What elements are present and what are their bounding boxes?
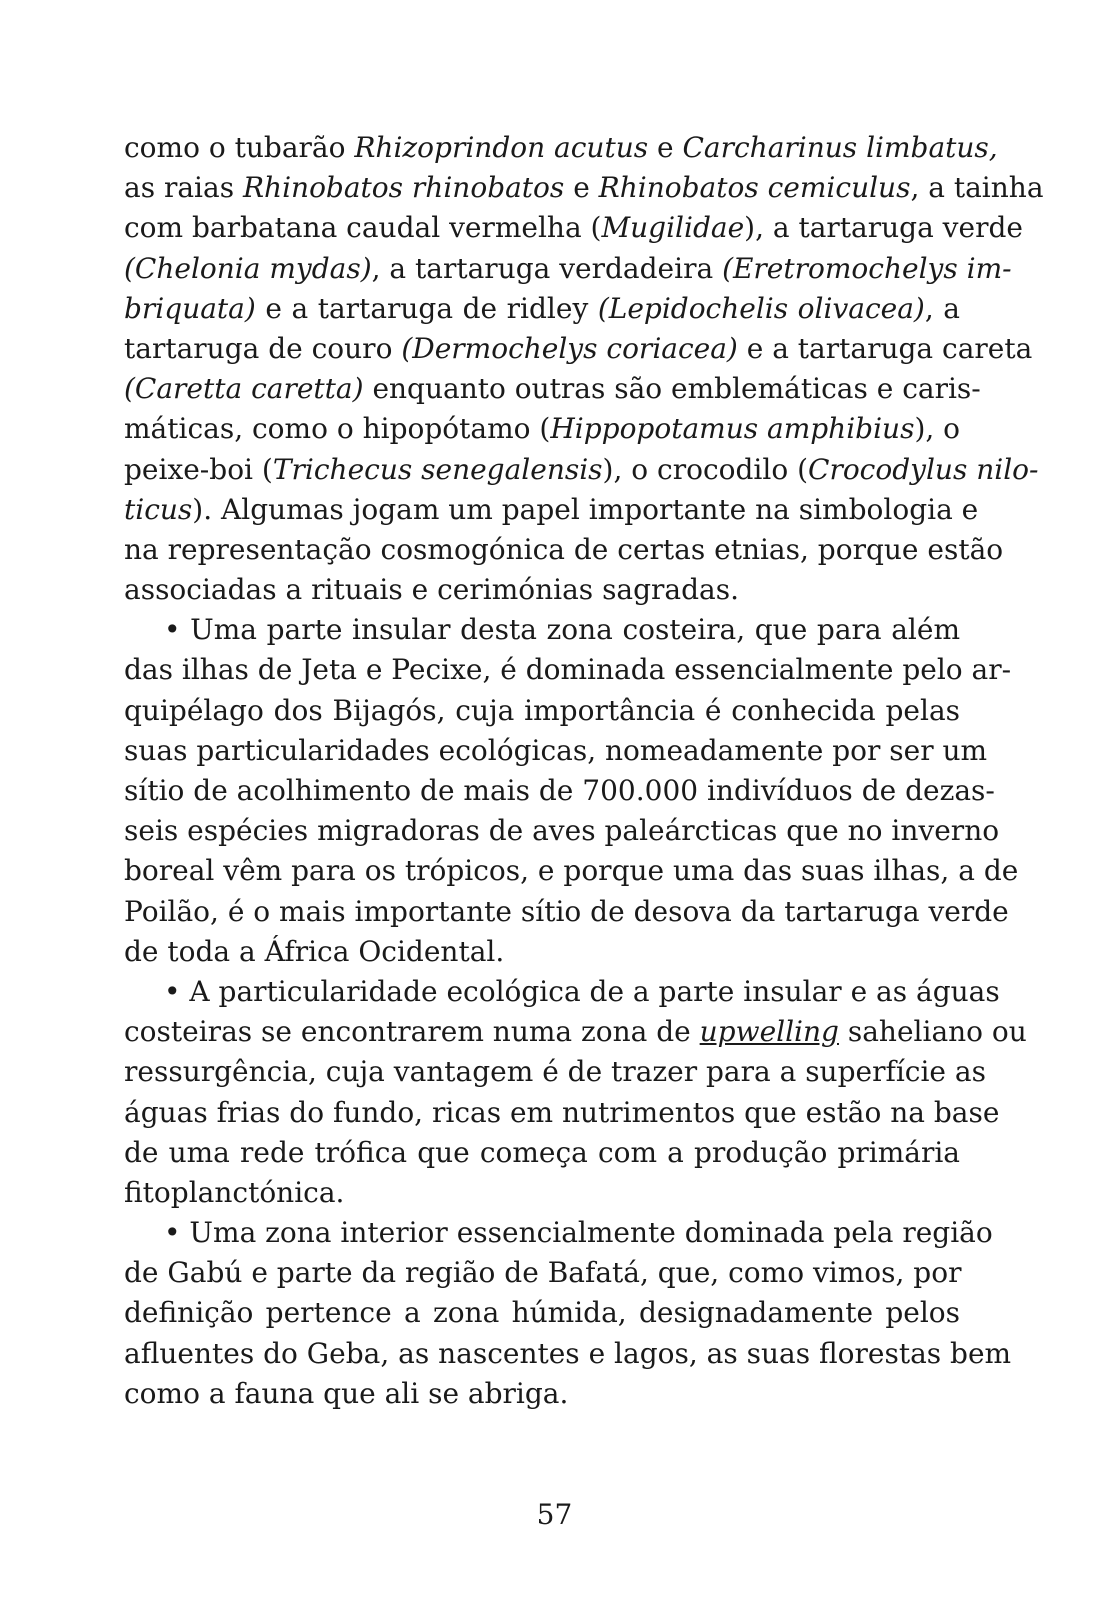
italic-text-run: (Chelonia mydas) xyxy=(124,251,372,285)
italic-text-run: Rhizoprindon acutus xyxy=(354,131,649,164)
text-line xyxy=(124,1334,1012,1374)
text-line xyxy=(124,1253,960,1293)
text-run: tartaruga de couro xyxy=(124,331,402,365)
text-line xyxy=(124,1133,960,1173)
text-line xyxy=(124,771,995,811)
text-line xyxy=(124,1173,960,1213)
text-run: suas particularidades ecológicas, nomeadamente por ser um xyxy=(124,733,988,767)
text-run: Poilão, é o mais importante sítio de desova da tartaruga verde xyxy=(124,894,1009,928)
text-line xyxy=(124,731,988,771)
text-run: ), o crocodilo ( xyxy=(602,452,809,486)
text-run: seis espécies migradoras de aves paleárcticas que no inverno xyxy=(124,814,1000,848)
italic-text-run: Rhinobatos cemiculus xyxy=(598,171,911,205)
text-line xyxy=(124,932,960,972)
italic-text-run: (Dermochelys coriacea) xyxy=(401,331,738,365)
text-line xyxy=(124,1052,986,1092)
text-line xyxy=(124,892,1009,932)
text-run: e xyxy=(648,131,683,164)
text-run: • Uma parte insular desta zona costeira, que para além xyxy=(164,613,960,647)
italic-text-run: (Lepidochelis olivacea) xyxy=(597,291,925,325)
text-line xyxy=(124,851,1019,891)
text-run: ressurgência, cuja vantagem é de trazer para a superfície as xyxy=(124,1055,986,1089)
text-line xyxy=(124,1213,993,1253)
text-run: saheliano ou xyxy=(838,1015,1027,1049)
text-run: fitoplanctónica. xyxy=(124,1175,345,1209)
text-run: , a tartaruga verdadeira xyxy=(371,251,723,285)
text-run: das ilhas de Jeta e Pecixe, é dominada essencialmente pelo ar- xyxy=(124,653,1012,687)
text-run: ), o xyxy=(914,412,961,446)
text-run: águas frias do fundo, ricas em nutrimentos que estão na base xyxy=(124,1095,1000,1129)
text-run: sítio de acolhimento de mais de 700.000 indivíduos de dezas- xyxy=(124,774,995,807)
text-run: e a tartaruga de ridley xyxy=(255,291,598,325)
text-run: como o tubarão xyxy=(124,131,355,164)
text-run: quipélago dos Bijagós, cuja importância é conhecida pelas xyxy=(124,693,960,727)
italic-text-run: (Caretta caretta) xyxy=(124,372,364,406)
text-line xyxy=(124,249,1012,289)
text-line xyxy=(124,691,960,731)
text-line xyxy=(124,490,979,530)
text-line xyxy=(124,208,1023,248)
text-run: máticas, como o hipopótamo ( xyxy=(124,412,551,446)
text-run: como a fauna que ali se abriga. xyxy=(124,1376,569,1410)
text-line xyxy=(124,1012,1027,1052)
text-run: • Uma zona interior essencialmente dominada pela região xyxy=(164,1216,993,1250)
text-run: enquanto outras são emblemáticas e caris- xyxy=(363,372,981,406)
page-body-text xyxy=(124,128,1044,1414)
text-run: de Gabú e parte da região de Bafatá, que, como vimos, por xyxy=(124,1256,962,1290)
text-run: as raias xyxy=(124,171,243,205)
text-line xyxy=(124,128,998,168)
text-line xyxy=(124,329,1033,369)
italic-text-run: Trichecus senegalensis xyxy=(272,452,603,486)
text-run: e a tartaruga careta xyxy=(737,331,1033,365)
text-line xyxy=(124,1293,960,1333)
text-line xyxy=(124,811,1000,851)
text-run: peixe-boi ( xyxy=(124,452,273,486)
italic-text-run: Mugilidae xyxy=(601,211,745,245)
text-line xyxy=(124,450,1039,490)
text-line xyxy=(124,1093,1000,1133)
text-run: , a tainha xyxy=(910,171,1044,205)
italic-text-run: Rhinobatos rhinobatos xyxy=(242,171,565,205)
italic-text-run: briquata) xyxy=(124,291,256,325)
text-run: • A particularidade ecológica de a parte insular e as águas xyxy=(164,974,1000,1008)
italic-text-run: upwelling xyxy=(699,1015,839,1049)
text-line xyxy=(124,972,1000,1012)
text-run: boreal vêm para os trópicos, e porque uma das suas ilhas, a de xyxy=(124,854,1019,888)
text-run: com barbatana caudal vermelha ( xyxy=(124,211,602,245)
text-line xyxy=(124,650,1012,690)
text-run: e xyxy=(564,171,599,205)
text-run: de uma rede trófica que começa com a produção primária xyxy=(124,1135,960,1169)
text-line xyxy=(124,168,1044,208)
text-run: na representação cosmogónica de certas etnias, porque estão xyxy=(124,532,1004,566)
text-line xyxy=(124,369,981,409)
text-run: costeiras se encontrarem numa zona de xyxy=(124,1015,700,1049)
italic-text-run: Carcharinus limbatus, xyxy=(682,131,998,164)
italic-text-run: Hippopotamus amphibius xyxy=(550,412,915,446)
text-line xyxy=(124,530,1004,570)
text-line xyxy=(124,1374,960,1414)
text-run: de toda a África Ocidental. xyxy=(124,934,505,968)
text-run: afluentes do Geba, as nascentes e lagos, as suas florestas bem xyxy=(124,1336,1012,1370)
text-line xyxy=(124,289,960,329)
italic-text-run: Crocodylus nilo- xyxy=(808,452,1039,486)
text-line xyxy=(124,570,960,610)
text-run: ), a tartaruga verde xyxy=(744,211,1023,245)
italic-text-run: ticus xyxy=(124,492,193,526)
text-run: associadas a rituais e cerimónias sagradas. xyxy=(124,573,740,607)
text-run: definição pertence a zona húmida, designadamente pelos xyxy=(124,1296,960,1330)
text-run: ). Algumas jogam um papel importante na simbologia e xyxy=(192,492,979,526)
text-run: , a xyxy=(924,291,960,325)
italic-text-run: (Eretromochelys im- xyxy=(722,251,1012,285)
text-line xyxy=(124,610,960,650)
text-line xyxy=(124,409,960,449)
page-number: 57 xyxy=(536,1498,573,1531)
